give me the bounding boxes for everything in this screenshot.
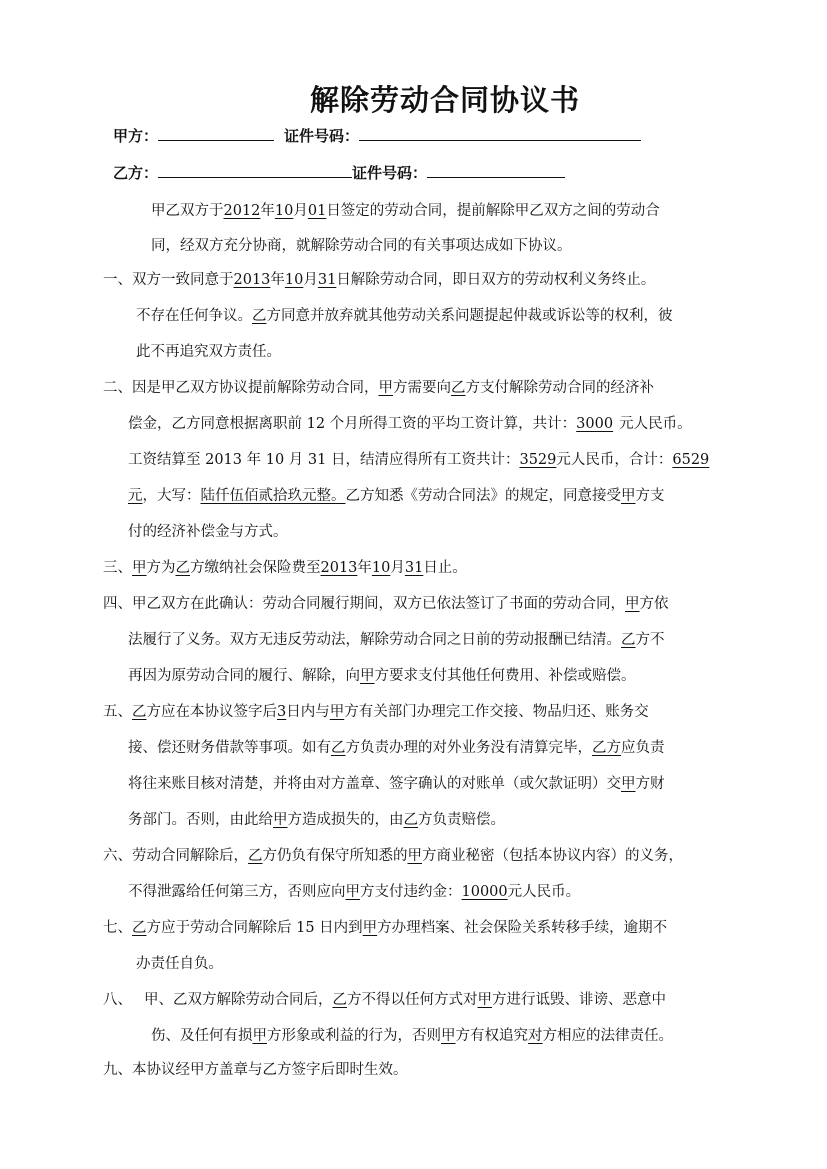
- party-a-name-blank[interactable]: [158, 126, 274, 141]
- party-a-id-blank[interactable]: [359, 126, 641, 141]
- item8-line1: 八、 甲、乙双方解除劳动合同后，乙方不得以任何方式对甲方进行诋毁、诽谤、恶意中: [103, 992, 666, 1008]
- item2-line1: 二、因是甲乙双方协议提前解除劳动合同，甲方需要向乙方支付解除劳动合同的经济补: [103, 380, 654, 396]
- item1-line3: 此不再追究双方责任。: [136, 344, 281, 360]
- item5-line3: 将往来账目核对清楚，并将由对方盖章、签字确认的对账单（或欠款证明）交甲方财: [128, 776, 665, 792]
- para0-line2: 同，经双方充分协商，就解除劳动合同的有关事项达成如下协议。: [151, 238, 572, 254]
- party-b-id-label: 证件号码：: [352, 164, 428, 182]
- item6-line2: 不得泄露给任何第三方，否则应向甲方支付违约金：10000元人民币。: [128, 884, 581, 900]
- item8-line2: 伤、及任何有损甲方形象或利益的行为，否则甲方有权追究对方相应的法律责任。: [151, 1028, 673, 1044]
- party-a-row: [113, 125, 641, 146]
- item3-line1: 三、甲方为乙方缴纳社会保险费至2013年10月31日止。: [103, 560, 467, 576]
- item2-line5: 付的经济补偿金与方式。: [128, 524, 288, 540]
- party-b-row: [113, 162, 565, 183]
- para0-line1: 甲乙双方于2012年10月01日签定的劳动合同，提前解除甲乙双方之间的劳动合: [151, 203, 660, 219]
- party-a-id-label: 证件号码：: [284, 127, 360, 145]
- item4-line2: 法履行了义务。双方无违反劳动法，解除劳动合同之日前的劳动报酬已结清。乙方不: [128, 632, 665, 648]
- item5-line1: 五、乙方应在本协议签字后3日内与甲方有关部门办理完工作交接、物品归还、账务交: [103, 704, 649, 720]
- party-b-label: 乙方：: [113, 164, 159, 182]
- item9-line1: 九、本协议经甲方盖章与乙方签字后即时生效。: [103, 1062, 408, 1078]
- item2-line3: 工资结算至 2013 年 10 月 31 日，结清应得所有工资共计：3529元人民币，合计：6529: [128, 452, 710, 468]
- document-title: 解除劳动合同协议书: [309, 83, 580, 117]
- item5-line4: 务部门。否则，由此给甲方造成损失的，由乙方负责赔偿。: [128, 812, 505, 828]
- party-b-name-blank[interactable]: [158, 163, 352, 178]
- item4-line3: 再因为原劳动合同的履行、解除，向甲方要求支付其他任何费用、补偿或赔偿。: [128, 668, 636, 684]
- item1-line2: 不存在任何争议。乙方同意并放弃就其他劳动关系问题提起仲裁或诉讼等的权利，彼: [136, 308, 673, 324]
- item2-line4: 元，大写：陆仟伍佰贰拾玖元整。乙方知悉《劳动合同法》的规定，同意接受甲方支: [128, 488, 665, 504]
- item6-line1: 六、劳动合同解除后，乙方仍负有保守所知悉的甲方商业秘密（包括本协议内容）的义务，: [103, 848, 683, 864]
- party-b-id-blank[interactable]: [427, 163, 565, 178]
- item4-line1: 四、甲乙双方在此确认：劳动合同履行期间，双方已依法签订了书面的劳动合同，甲方依: [103, 596, 669, 612]
- party-a-label: 甲方：: [113, 127, 159, 145]
- item5-line2: 接、偿还财务借款等事项。如有乙方负责办理的对外业务没有清算完毕，乙方应负责: [128, 740, 665, 756]
- item1-line1: 一、双方一致同意于2013年10月31日解除劳动合同，即日双方的劳动权利义务终止。: [103, 272, 656, 288]
- item7-line1: 七、乙方应于劳动合同解除后 15 日内到甲方办理档案、社会保险关系转移手续，逾期不: [103, 920, 668, 936]
- item7-line2: 办责任自负。: [136, 956, 223, 972]
- item2-line2: 偿金，乙方同意根据离职前 12 个月所得工资的平均工资计算，共计：3000 元人民币。: [128, 416, 692, 432]
